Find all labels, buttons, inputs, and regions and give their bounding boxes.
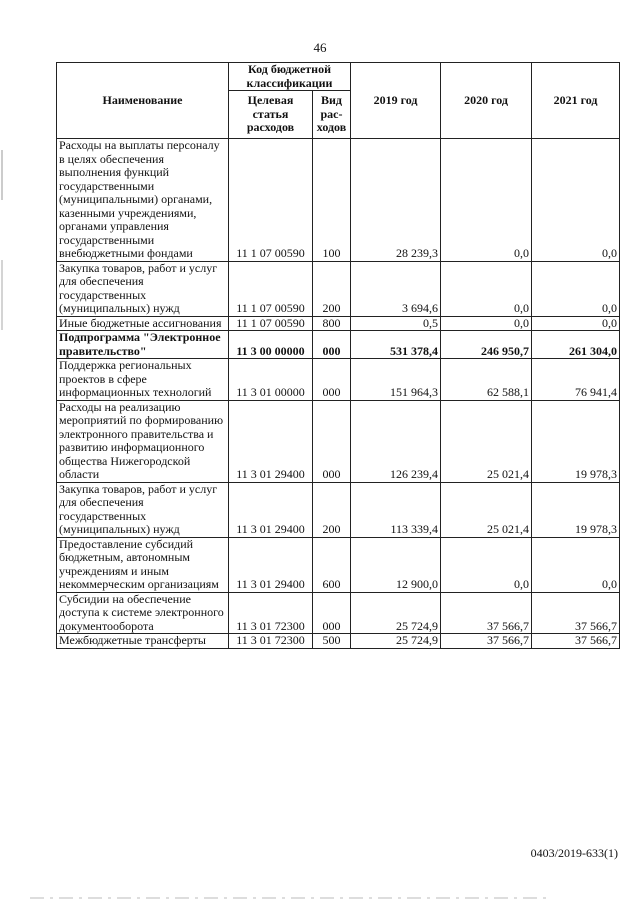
row-target-code: 11 1 07 00590 (229, 261, 313, 316)
row-value-2019: 0,5 (351, 316, 441, 331)
row-value-2020: 0,0 (441, 316, 532, 331)
row-value-2019: 25 724,9 (351, 634, 441, 649)
row-value-2019: 25 724,9 (351, 592, 441, 634)
row-target-code: 11 1 07 00590 (229, 316, 313, 331)
row-expense-kind: 000 (313, 592, 351, 634)
row-name: Межбюджетные трансферты (57, 634, 229, 649)
row-target-code: 11 3 00 00000 (229, 331, 313, 359)
row-value-2019: 151 964,3 (351, 359, 441, 401)
margin-scan-marks (0, 0, 6, 905)
header-2019: 2019 год (351, 63, 441, 139)
row-value-2020: 0,0 (441, 139, 532, 262)
row-expense-kind: 500 (313, 634, 351, 649)
header-2020: 2020 год (441, 63, 532, 139)
header-code-group: Код бюджетной классификации (229, 63, 351, 91)
row-value-2020: 62 588,1 (441, 359, 532, 401)
row-expense-kind: 000 (313, 400, 351, 482)
row-value-2019: 3 694,6 (351, 261, 441, 316)
row-expense-kind: 800 (313, 316, 351, 331)
row-value-2021: 19 978,3 (532, 482, 620, 537)
row-value-2019: 28 239,3 (351, 139, 441, 262)
row-target-code: 11 1 07 00590 (229, 139, 313, 262)
row-value-2019: 12 900,0 (351, 537, 441, 592)
row-value-2020: 0,0 (441, 537, 532, 592)
table-row (57, 359, 620, 401)
row-value-2021: 0,0 (532, 139, 620, 262)
row-expense-kind: 200 (313, 261, 351, 316)
row-value-2019: 531 378,4 (351, 331, 441, 359)
row-value-2021: 19 978,3 (532, 400, 620, 482)
page-number: 46 (313, 40, 327, 55)
row-expense-kind: 000 (313, 359, 351, 401)
table-row (57, 482, 620, 537)
row-value-2020: 37 566,7 (441, 592, 532, 634)
row-expense-kind: 200 (313, 482, 351, 537)
row-name: Иные бюджетные ассигнования (57, 316, 229, 331)
row-value-2021: 76 941,4 (532, 359, 620, 401)
row-name: Подпрограмма "Электронное правительство" (57, 331, 229, 359)
row-value-2020: 37 566,7 (441, 634, 532, 649)
row-value-2020: 25 021,4 (441, 482, 532, 537)
header-kind: Вид рас-ходов (313, 91, 351, 139)
row-target-code: 11 3 01 29400 (229, 482, 313, 537)
row-name: Субсидии на обеспечение доступа к системе электронного документооборота (57, 592, 229, 634)
row-value-2020: 0,0 (441, 261, 532, 316)
table-row (57, 316, 620, 331)
table-row (57, 331, 620, 359)
table-row (57, 261, 620, 316)
table-row (57, 592, 620, 634)
row-name: Поддержка региональных проектов в сфере информационных технологий (57, 359, 229, 401)
row-expense-kind: 100 (313, 139, 351, 262)
row-target-code: 11 3 01 29400 (229, 537, 313, 592)
row-value-2020: 25 021,4 (441, 400, 532, 482)
row-value-2019: 126 239,4 (351, 400, 441, 482)
budget-table (56, 62, 620, 649)
row-name: Предоставление субсидий бюджетным, автономным учреждениям и иным некоммерческим организациям (57, 537, 229, 592)
row-name: Закупка товаров, работ и услуг для обеспечения государственных (муниципальных) нужд (57, 261, 229, 316)
row-value-2021: 0,0 (532, 537, 620, 592)
table-row (57, 139, 620, 262)
row-value-2021: 261 304,0 (532, 331, 620, 359)
row-value-2021: 37 566,7 (532, 634, 620, 649)
row-value-2020: 246 950,7 (441, 331, 532, 359)
row-value-2019: 113 339,4 (351, 482, 441, 537)
header-target: Целевая статья расходов (229, 91, 313, 139)
document-code: 0403/2019-633(1) (530, 846, 618, 860)
row-name: Закупка товаров, работ и услуг для обеспечения государственных (муниципальных) нужд (57, 482, 229, 537)
header-2021: 2021 год (532, 63, 620, 139)
row-value-2021: 0,0 (532, 261, 620, 316)
row-target-code: 11 3 01 00000 (229, 359, 313, 401)
row-target-code: 11 3 01 29400 (229, 400, 313, 482)
table-row (57, 634, 620, 649)
row-expense-kind: 600 (313, 537, 351, 592)
row-value-2021: 0,0 (532, 316, 620, 331)
row-name: Расходы на реализацию мероприятий по формированию электронного правительства и развитию информационного общества Нижегородской области (57, 400, 229, 482)
table-row (57, 537, 620, 592)
scan-artifact (30, 893, 550, 901)
row-expense-kind: 000 (313, 331, 351, 359)
header-name: Наименование (57, 63, 229, 139)
table-row (57, 400, 620, 482)
row-name: Расходы на выплаты персоналу в целях обеспечения выполнения функций государственными (муниципальными) органами, казенными учреждениями, органами управления государственными внебюджетными фондами (57, 139, 229, 262)
row-target-code: 11 3 01 72300 (229, 592, 313, 634)
row-target-code: 11 3 01 72300 (229, 634, 313, 649)
row-value-2021: 37 566,7 (532, 592, 620, 634)
